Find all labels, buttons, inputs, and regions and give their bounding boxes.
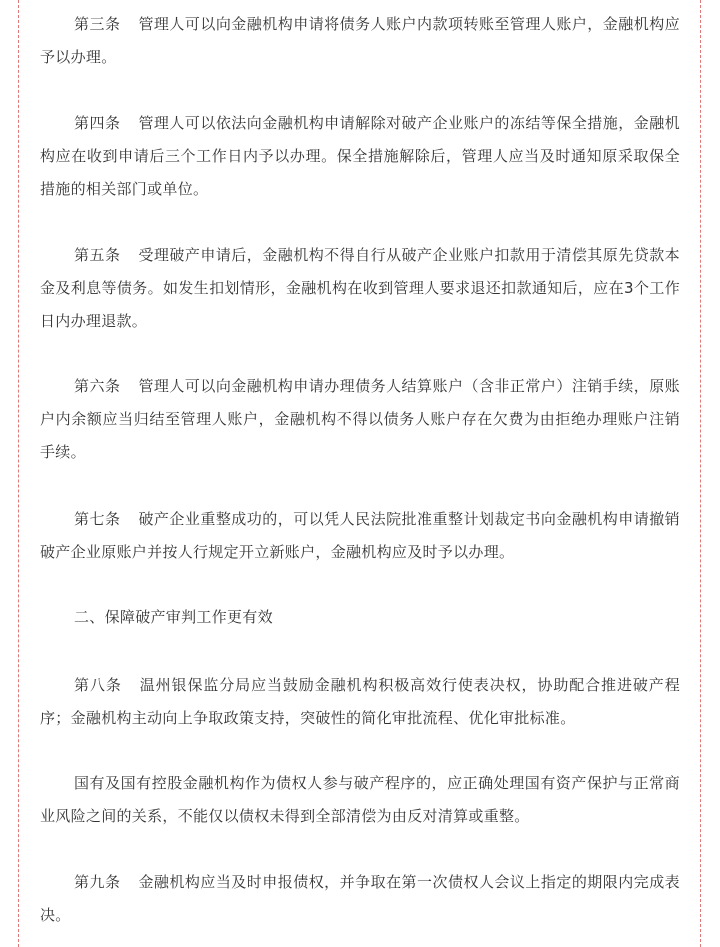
- right-dashed-border: [700, 0, 701, 947]
- article-label: 第四条: [74, 114, 121, 132]
- article-label: 第五条: [74, 246, 121, 264]
- paragraph-article-5: [40, 239, 680, 338]
- paragraph-article-6: [40, 370, 680, 469]
- article-label: 第八条: [74, 676, 122, 694]
- paragraph-article-8: [40, 669, 680, 735]
- left-dashed-border: [18, 0, 19, 947]
- paragraph-article-9: [40, 866, 680, 932]
- section-heading: [40, 601, 680, 634]
- paragraph-article-7: [40, 503, 680, 569]
- article-text: 破产企业重整成功的，可以凭人民法院批准重整计划裁定书向金融机构申请撤销破产企业原账户并按人行规定开立新账户，金融机构应及时予以办理。: [40, 510, 680, 561]
- article-text: 温州银保监分局应当鼓励金融机构积极高效行使表决权，协助配合推进破产程序；金融机构主动向上争取政策支持，突破性的简化审批流程、优化审批标准。: [40, 676, 680, 727]
- article-label: 第九条: [74, 873, 121, 891]
- paragraph-article-3: [40, 8, 680, 74]
- article-label: 第七条: [74, 510, 121, 528]
- paragraph-article-4: [40, 107, 680, 206]
- article-text: 国有及国有控股金融机构作为债权人参与破产程序的，应正确处理国有资产保护与正常商业风险之间的关系，不能仅以债权未得到全部清偿为由反对清算或重整。: [40, 774, 680, 825]
- section-heading-text: 二、保障破产审判工作更有效: [74, 608, 273, 626]
- article-text: 管理人可以依法向金融机构申请解除对破产企业账户的冻结等保全措施，金融机构应在收到申请后三个工作日内予以办理。保全措施解除后，管理人应当及时通知原采取保全措施的相关部门或单位。: [40, 114, 680, 198]
- article-text: 管理人可以向金融机构申请办理债务人结算账户（含非正常户）注销手续，原账户内余额应当归结至管理人账户，金融机构不得以债务人账户存在欠费为由拒绝办理账户注销手续。: [40, 377, 680, 461]
- article-label: 第六条: [74, 377, 121, 395]
- article-text: 管理人可以向金融机构申请将债务人账户内款项转账至管理人账户，金融机构应予以办理。: [40, 15, 680, 66]
- article-text: 金融机构应当及时申报债权，并争取在第一次债权人会议上指定的期限内完成表决。: [40, 873, 680, 924]
- article-text: 受理破产申请后，金融机构不得自行从破产企业账户扣款用于清偿其原先贷款本金及利息等债务。如发生扣划情形，金融机构在收到管理人要求退还扣款通知后，应在3个工作日内办理退款。: [40, 246, 680, 330]
- article-label: 第三条: [74, 15, 121, 33]
- paragraph-article-8-continued: [40, 767, 680, 833]
